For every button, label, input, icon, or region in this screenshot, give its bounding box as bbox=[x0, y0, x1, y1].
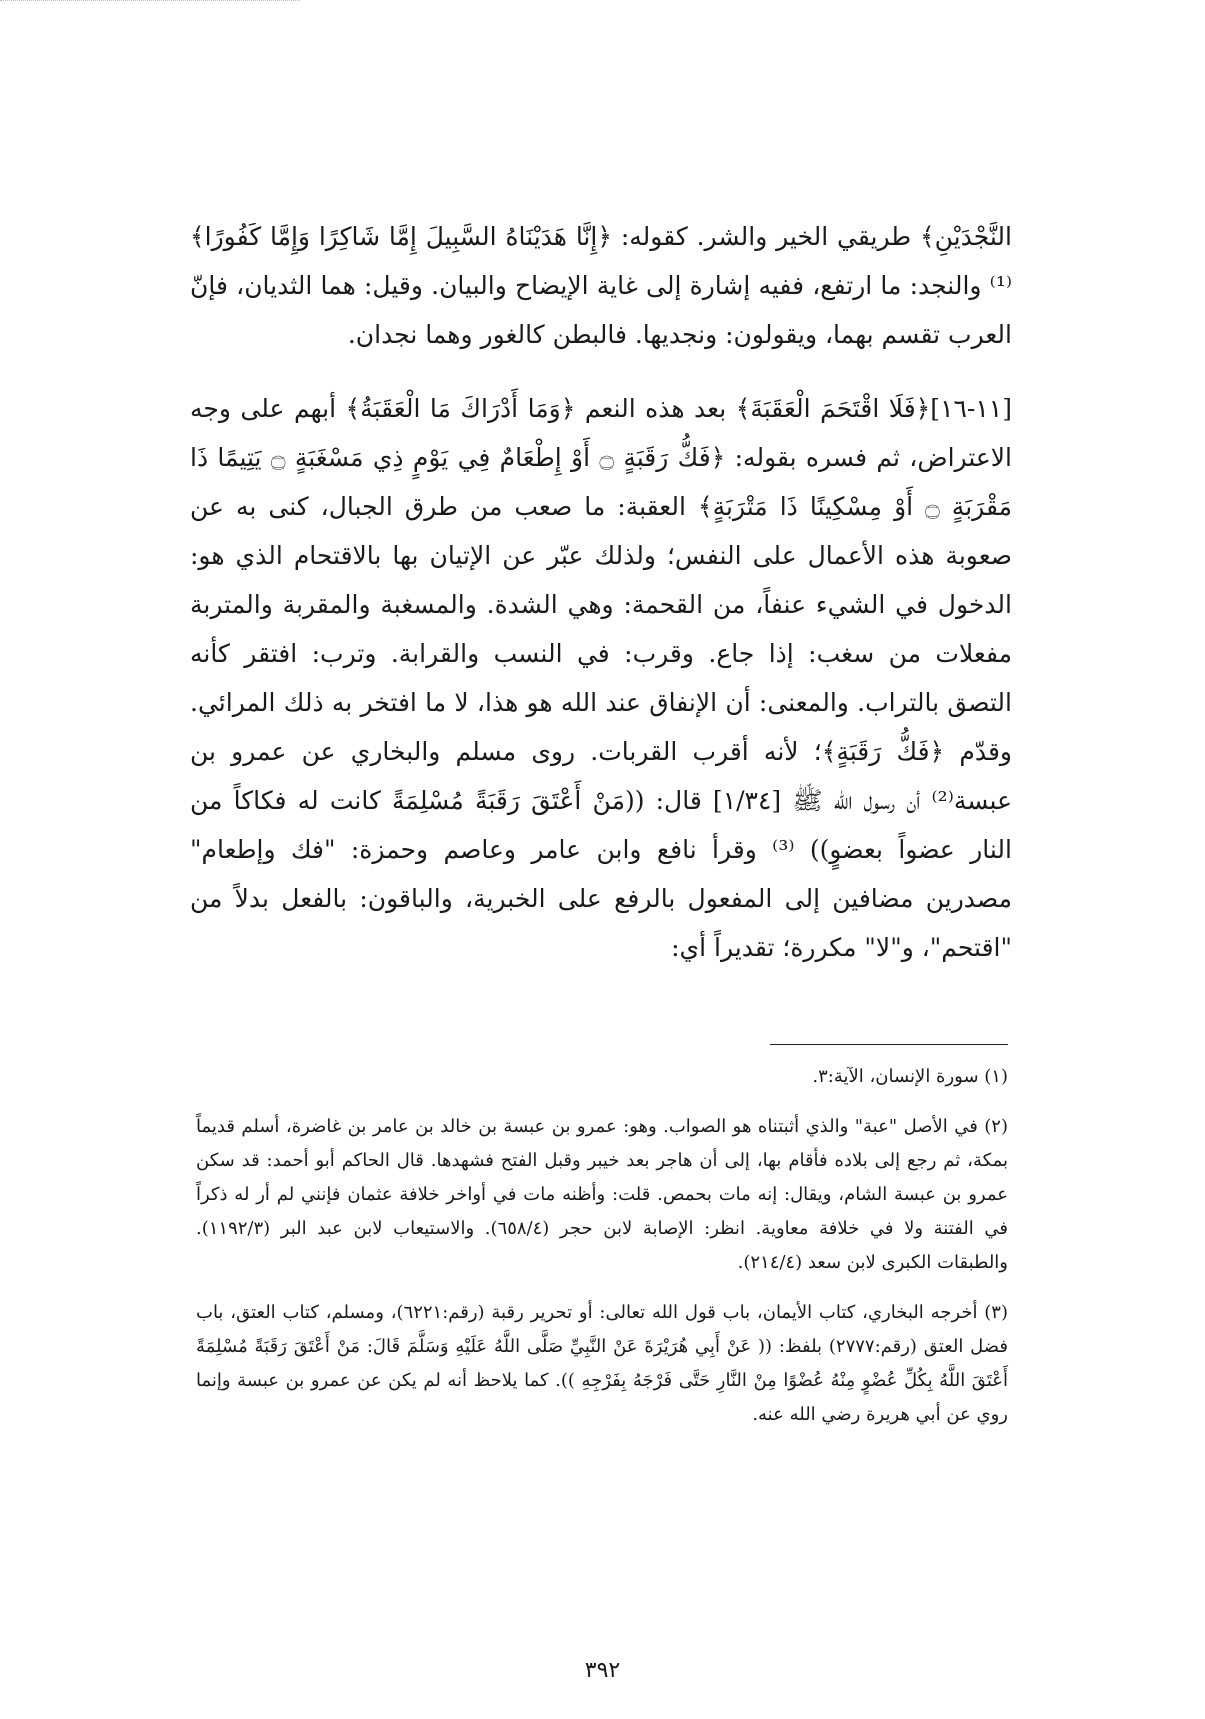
scan-edge-marks bbox=[0, 0, 300, 2]
page-number: ٣٩٢ bbox=[584, 1658, 621, 1683]
footnote-2: (٢) في الأصل "عبة" والذي أثبتناه هو الصواب. وهو: عمرو بن عبسة بن خالد بن عامر بن غاضرة، أسلم قديماً بمكة، ثم رجع إلى بلاده فأقام بها، إلى أن هاجر بعد خيبر وقبل الفتح فشهدها. قال الحاكم أبو أحمد: قد سكن عمرو بن عبسة الشام، ويقال: إنه مات بحمص. قلت: وأظنه مات في أواخر خلافة عثمان فإنني لم أر له ذكراً في الفتنة ولا في خلافة معاوية. انظر: الإصابة لابن حجر (٦٥٨/٤). والاستيعاب لابن عبد البر (١١٩٢/٣). والطبقات الكبرى لابن سعد (٢١٤/٤). bbox=[196, 1116, 1008, 1273]
main-text-block bbox=[190, 212, 1012, 972]
paragraph-1: النَّجْدَيْنِ﴾ طريقي الخير والشر. كقوله: ﴿إِنَّا هَدَيْنَاهُ السَّبِيلَ إِمَّا شَاكِرًا وَإِمَّا كَفُورًا﴾⁽¹⁾ والنجد: ما ارتفع، ففيه إشارة إلى غاية الإيضاح والبيان. وقيل: هما الثديان، فإنّ العرب تقسم بهما، ويقولون: ونجديها. فالبطن كالغور وهما نجدان. bbox=[190, 222, 1012, 349]
footnotes-block bbox=[196, 1060, 1008, 1448]
paragraph-2: [١١-١٦]﴿فَلَا اقْتَحَمَ الْعَقَبَةَ﴾ بعد هذه النعم ﴿وَمَا أَدْرَاكَ مَا الْعَقَبَةُ﴾ أبهم على وجه الاعتراض، ثم فسره بقوله: ﴿فَكُّ رَقَبَةٍ ۝ أَوْ إِطْعَامٌ فِي يَوْمٍ ذِي مَسْغَبَةٍ ۝ يَتِيمًا ذَا مَقْرَبَةٍ ۝ أَوْ مِسْكِينًا ذَا مَتْرَبَةٍ﴾ العقبة: ما صعب من طرق الجبال، كنى به عن صعوبة هذه الأعمال على النفس؛ ولذلك عبّر عن الإتيان بها بالاقتحام الذي هو: الدخول في الشيء عنفاً، من القحمة: وهي الشدة. والمسغبة والمقربة والمتربة مفعلات من سغب: إذا جاع. وقرب: في النسب والقرابة. وترب: افتقر كأنه التصق بالتراب. والمعنى: أن الإنفاق عند الله هو هذا، لا ما افتخر به ذلك المرائي. وقدّم ﴿فَكُّ رَقَبَةٍ﴾؛ لأنه أقرب القربات. روى مسلم والبخاري عن عمرو بن عبسة⁽²⁾ أن رسول الله ﷺ [١/٣٤] قال: ((مَنْ أَعْتَقَ رَقَبَةً مُسْلِمَةً كانت له فكاكاً من النار عضواً بعضوٍ)) ⁽³⁾ وقرأ نافع وابن عامر وعاصم وحمزة: "فك وإطعام" مصدرين مضافين إلى المفعول بالرفع على الخبرية، والباقون: بالفعل بدلاً من "اقتحم"، و"لا" مكررة؛ تقديراً أي: bbox=[190, 394, 1013, 962]
footnote-3: (٣) أخرجه البخاري، كتاب الأيمان، باب قول الله تعالى: أو تحرير رقبة (رقم:٦٢٢١)، ومسلم، كتاب العتق، باب فضل العتق (رقم:٢٧٧٧) بلفظ: (( عَنْ أَبِي هُرَيْرَةَ عَنْ النَّبِيِّ صَلَّى اللَّهُ عَلَيْهِ وَسَلَّمَ قَالَ: مَنْ أَعْتَقَ رَقَبَةً مُسْلِمَةً أَعْتَقَ اللَّهُ بِكُلِّ عُضْوٍ مِنْهُ عُضْوًا مِنْ النَّارِ حَتَّى فَرْجَهُ بِفَرْجِهِ )). كما يلاحظ أنه لم يكن عن عمرو بن عبسة وإنما روي عن أبي هريرة رضي الله عنه. bbox=[196, 1302, 1009, 1425]
footnote-separator bbox=[770, 1044, 1008, 1045]
footnote-1: (١) سورة الإنسان، الآية:٣. bbox=[812, 1066, 1008, 1087]
